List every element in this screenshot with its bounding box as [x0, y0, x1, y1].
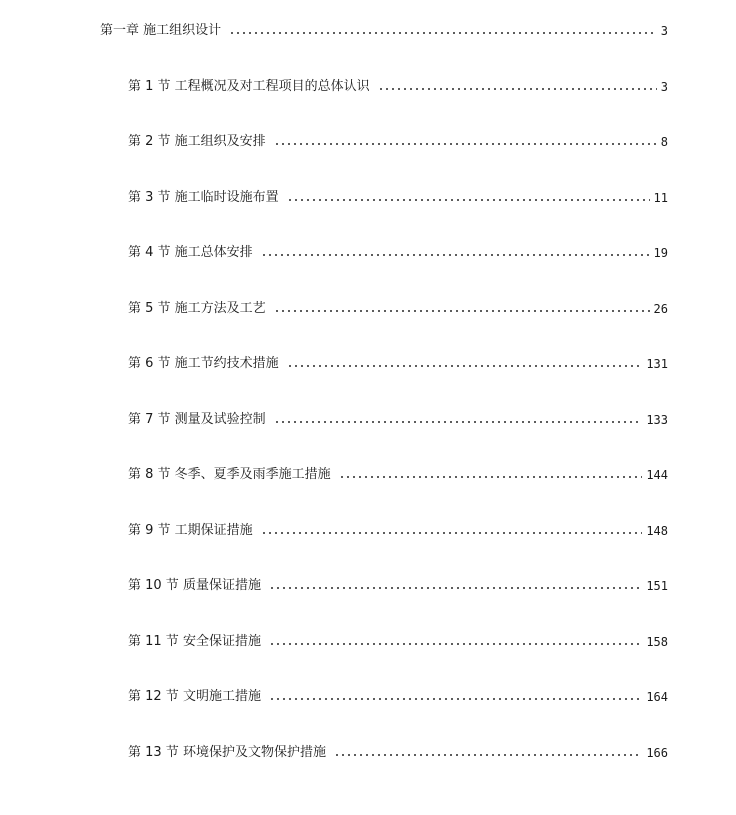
dot-leader	[261, 254, 650, 256]
toc-entry-page: 11	[653, 191, 668, 205]
dot-leader	[274, 310, 650, 312]
toc-entry-title: 第 7 节 测量及试验控制	[128, 412, 266, 427]
dot-leader	[274, 143, 657, 145]
toc-section-entry[interactable]	[128, 76, 668, 98]
dot-leader	[287, 365, 643, 367]
toc-entry-title: 第 2 节 施工组织及安排	[128, 134, 266, 149]
dot-leader	[287, 199, 650, 201]
dot-leader	[269, 698, 642, 700]
toc-section-entry[interactable]	[128, 409, 668, 431]
toc-entry-page: 26	[653, 302, 668, 316]
toc-entry-title: 第一章 施工组织设计	[100, 23, 222, 38]
toc-entry-page: 131	[646, 357, 668, 371]
toc-section-entry[interactable]	[128, 686, 668, 708]
toc-entry-title: 第 3 节 施工临时设施布置	[128, 190, 279, 205]
dot-leader	[269, 587, 642, 589]
dot-leader	[334, 754, 642, 756]
toc-entry-title: 第 10 节 质量保证措施	[128, 578, 261, 593]
toc-section-entry[interactable]	[128, 520, 668, 542]
toc-entry-page: 166	[646, 746, 668, 760]
toc-entry-page: 133	[646, 413, 668, 427]
dot-leader	[274, 421, 643, 423]
dot-leader	[378, 88, 657, 90]
dot-leader	[269, 643, 642, 645]
toc-entry-title: 第 8 节 冬季、夏季及雨季施工措施	[128, 467, 331, 482]
toc-section-entry[interactable]	[128, 187, 668, 209]
dot-leader	[229, 32, 657, 34]
toc-entry-title: 第 4 节 施工总体安排	[128, 245, 253, 260]
toc-entry-title: 第 5 节 施工方法及工艺	[128, 301, 266, 316]
dot-leader	[339, 476, 643, 478]
toc-entry-page: 144	[646, 468, 668, 482]
toc-entry-title: 第 1 节 工程概况及对工程项目的总体认识	[128, 79, 370, 94]
toc-chapter-entry[interactable]	[100, 20, 668, 42]
toc-section-entry[interactable]	[128, 242, 668, 264]
toc-section-entry[interactable]	[128, 575, 668, 597]
toc-entry-page: 8	[660, 135, 668, 149]
toc-entry-page: 151	[646, 579, 668, 593]
toc-entry-page: 158	[646, 635, 668, 649]
toc-section-entry[interactable]	[128, 298, 668, 320]
toc-section-entry[interactable]	[128, 742, 668, 764]
toc-entry-page: 3	[660, 24, 668, 38]
toc-entry-title: 第 13 节 环境保护及文物保护措施	[128, 745, 326, 760]
toc-entry-page: 148	[646, 524, 668, 538]
toc-section-entry[interactable]	[128, 131, 668, 153]
toc-section-entry[interactable]	[128, 353, 668, 375]
toc-entry-page: 19	[653, 246, 668, 260]
toc-section-entry[interactable]	[128, 464, 668, 486]
toc-entry-page: 3	[660, 80, 668, 94]
toc-section-entry[interactable]	[128, 631, 668, 653]
toc-entry-page: 164	[646, 690, 668, 704]
toc-entry-title: 第 6 节 施工节约技术措施	[128, 356, 279, 371]
toc-entry-title: 第 11 节 安全保证措施	[128, 634, 261, 649]
dot-leader	[261, 532, 643, 534]
toc-entry-title: 第 9 节 工期保证措施	[128, 523, 253, 538]
toc-entry-title: 第 12 节 文明施工措施	[128, 689, 261, 704]
